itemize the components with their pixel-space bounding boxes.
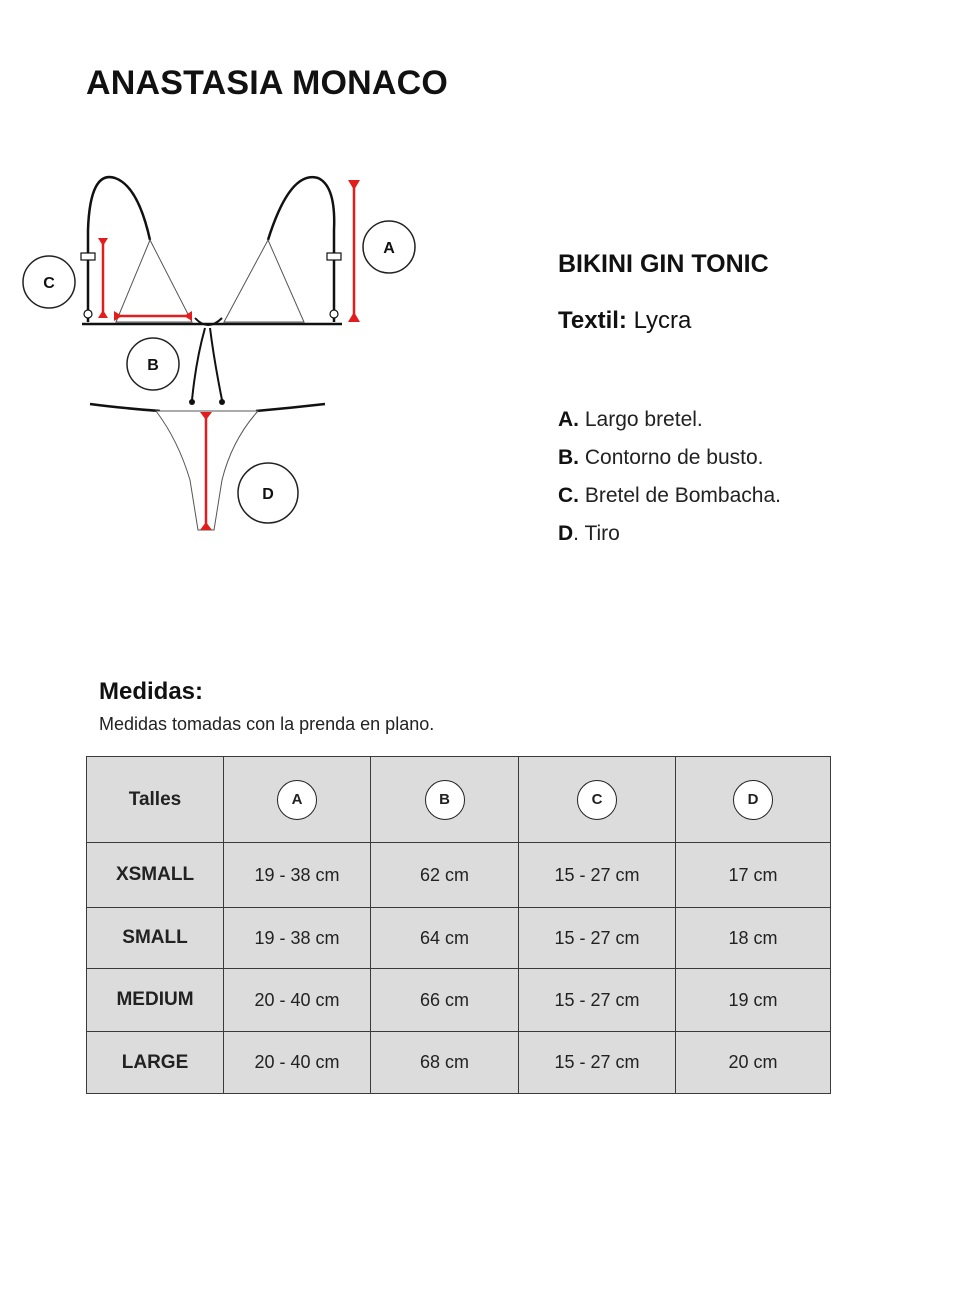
bottom-string-left: [90, 404, 160, 411]
legend-item: D. Tiro: [558, 522, 620, 545]
cell-b: 64 cm: [371, 908, 519, 969]
tie-end-right: [219, 399, 225, 405]
product-name: BIKINI GIN TONIC: [558, 250, 769, 278]
size-name: LARGE: [87, 1032, 224, 1094]
fabric-value: Lycra: [633, 307, 692, 334]
label-d: D: [262, 486, 274, 503]
cell-c: 15 - 27 cm: [519, 843, 676, 908]
medidas-subtitle: Medidas tomadas con la prenda en plano.: [99, 714, 435, 734]
front-tie-left: [192, 328, 205, 400]
fabric-label: Textil:: [558, 307, 627, 334]
measure-a-line: [348, 180, 360, 322]
left-cup: [116, 240, 192, 322]
cell-d: 20 cm: [676, 1032, 831, 1094]
brand-title: ANASTASIA MONACO: [86, 64, 449, 102]
table-row: [87, 843, 831, 908]
cell-a: 19 - 38 cm: [224, 908, 371, 969]
size-name: XSMALL: [87, 843, 224, 908]
cell-b: 68 cm: [371, 1032, 519, 1094]
legend-item: A. Largo bretel.: [558, 408, 703, 431]
cell-c: 15 - 27 cm: [519, 908, 676, 969]
cell-d: 19 cm: [676, 969, 831, 1032]
cell-a: 20 - 40 cm: [224, 969, 371, 1032]
fabric-line: [558, 307, 938, 335]
table-row: [87, 908, 831, 969]
size-name: MEDIUM: [87, 969, 224, 1032]
front-tie-right: [210, 328, 222, 400]
header-c: C: [519, 757, 676, 843]
right-strap-slider: [327, 253, 341, 260]
label-a: A: [383, 240, 395, 257]
cell-b: 62 cm: [371, 843, 519, 908]
right-strap-ring: [330, 310, 338, 318]
measure-legend: [558, 401, 938, 553]
size-name: SMALL: [87, 908, 224, 969]
medidas-title: Medidas:: [99, 678, 204, 705]
left-strap-ring: [84, 310, 92, 318]
header-talles: Talles: [87, 757, 224, 843]
measure-c-line: [98, 238, 108, 318]
size-table: [86, 756, 831, 1094]
table-row: [87, 969, 831, 1032]
bikini-diagram: [0, 150, 460, 550]
label-c: C: [43, 275, 55, 292]
header-d: D: [676, 757, 831, 843]
cell-c: 15 - 27 cm: [519, 969, 676, 1032]
table-header-row: [87, 757, 831, 843]
left-strap-slider: [81, 253, 95, 260]
tie-end-left: [189, 399, 195, 405]
label-b: B: [147, 357, 159, 374]
product-info: [558, 250, 938, 553]
legend-item: B. Contorno de busto.: [558, 446, 764, 469]
cell-a: 20 - 40 cm: [224, 1032, 371, 1094]
legend-item: C. Bretel de Bombacha.: [558, 484, 781, 507]
cell-b: 66 cm: [371, 969, 519, 1032]
right-cup: [224, 240, 304, 322]
cell-a: 19 - 38 cm: [224, 843, 371, 908]
cell-d: 18 cm: [676, 908, 831, 969]
table-row: [87, 1032, 831, 1094]
bottom-string-right: [256, 404, 325, 411]
header-b: B: [371, 757, 519, 843]
header-a: A: [224, 757, 371, 843]
cell-d: 17 cm: [676, 843, 831, 908]
cell-c: 15 - 27 cm: [519, 1032, 676, 1094]
